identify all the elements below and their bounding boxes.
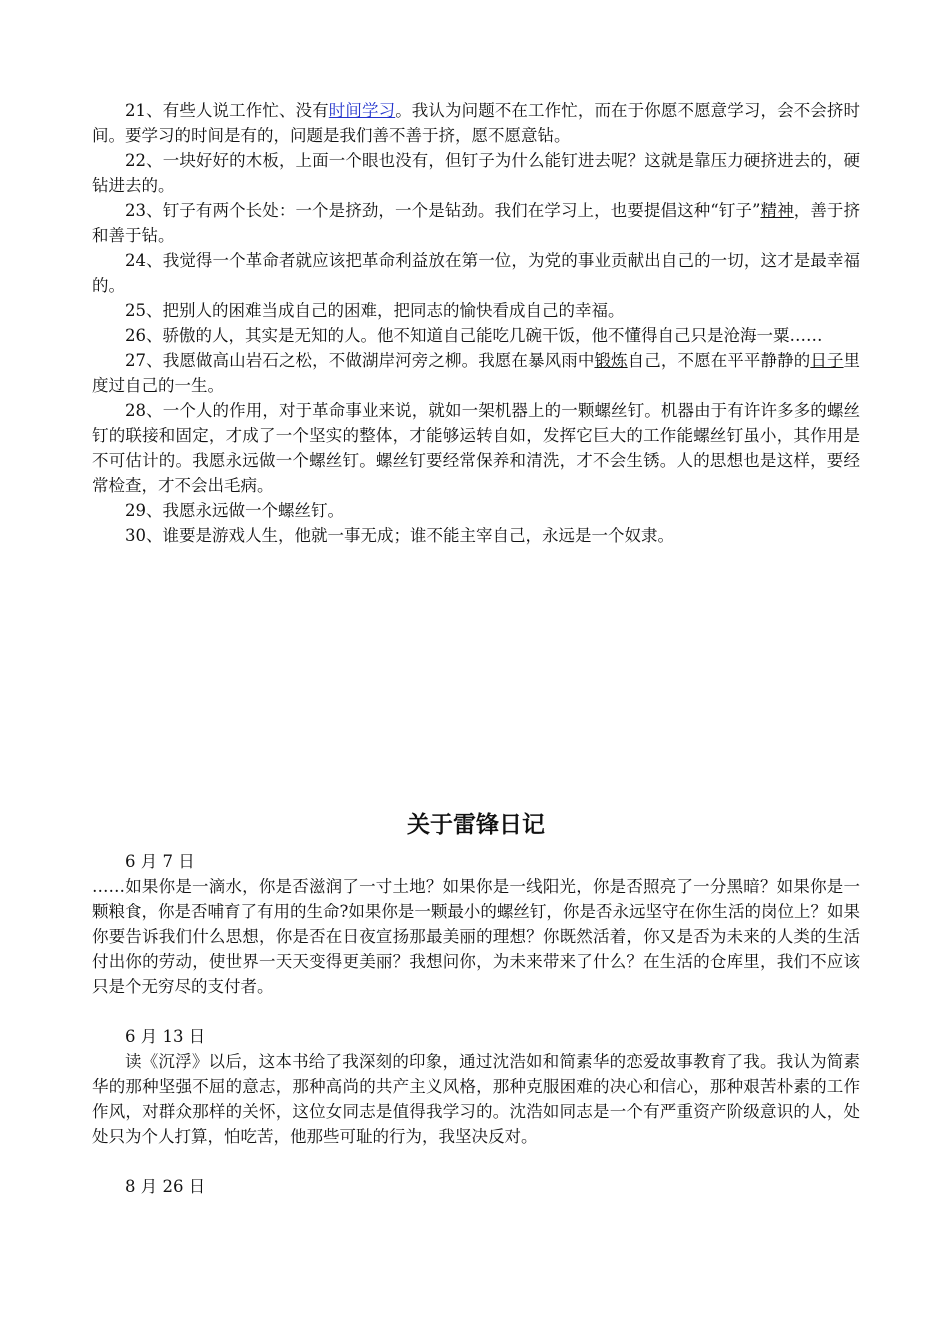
saying-text: ，善于挤和善于钻。: [92, 201, 860, 245]
saying-number: 28、: [125, 401, 163, 420]
saying-28: [92, 398, 860, 498]
temper-link[interactable]: 锻炼: [594, 351, 628, 370]
sayings-list: [92, 98, 860, 548]
days-link[interactable]: 日子: [810, 351, 844, 370]
saying-number: 29、: [125, 501, 163, 520]
saying-number: 21、: [125, 101, 163, 120]
saying-text: 谁要是游戏人生，他就一事无成；谁不能主宰自己，永远是一个奴隶。: [162, 526, 674, 545]
section-title: 关于雷锋日记: [407, 812, 545, 838]
saying-number: 24、: [125, 251, 163, 270]
spacer: [92, 1149, 860, 1174]
saying-text: 自己，不愿在平平静静的: [627, 351, 811, 370]
saying-number: 25、: [125, 301, 163, 320]
saying-number: 26、: [125, 326, 163, 345]
saying-26: [92, 323, 860, 348]
saying-text: 一个人的作用，对于革命事业来说，就如一架机器上的一颗螺丝钉。机器由于有许许多多的螺丝钉的联接和固定，才成了一个坚实的整体，才能够运转自如，发挥它巨大的工作能螺丝钉虽小，其作用是不可估计的。我愿永远做一个螺丝钉。螺丝钉要经常保养和清洗，才不会生锈。人的思想也是这样，要经常检查，才不会出毛病。: [92, 401, 861, 495]
saying-text: 有些人说工作忙、没有: [162, 101, 329, 120]
spacer: [92, 999, 860, 1024]
entry-text: 读《沉浮》以后，这本书给了我深刻的印象，通过沈浩如和简素华的恋爱故事教育了我。我认为简素华的那种坚强不屈的意志，那种高尚的共产主义风格，那种克服困难的决心和信心，那种艰苦朴素的工作作风，对群众那样的关怀，这位女同志是值得我学习的。沈浩如同志是一个有严重资产阶级意识的人，处处只为个人打算，怕吃苦，他那些可耻的行为，我坚决反对。: [92, 1052, 860, 1146]
saying-29: [92, 498, 860, 523]
spirit-link[interactable]: 精神: [760, 201, 794, 220]
entry-text: ……如果你是一滴水，你是否滋润了一寸土地？如果你是一线阳光，你是否照亮了一分黑暗？如果你是一颗粮食，你是否哺育了有用的生命?如果你是一颗最小的螺丝钉，你是否永远坚守在你生活的岗位上？如果你要告诉我们什么思想，你是否在日夜宣扬那最美丽的理想？你既然活着，你又是否为未来的人类的生活付出你的劳动，使世界一天天变得更美丽？我想问你，为未来带来了什么？在生活的仓库里，我们不应该只是个无穷尽的支付者。: [92, 877, 860, 996]
saying-24: [92, 248, 860, 298]
saying-number: 22、: [125, 151, 163, 170]
saying-number: 30、: [125, 526, 163, 545]
saying-22: [92, 148, 860, 198]
entry-date: 6 月 13 日: [125, 1027, 206, 1046]
saying-text: 钉子有两个长处：一个是挤劲，一个是钻劲。我们在学习上，也要提倡这种“钉子”: [162, 201, 761, 220]
saying-text: 我愿永远做一个螺丝钉。: [162, 501, 344, 520]
entry-date: 8 月 26 日: [125, 1177, 206, 1196]
saying-text: 我愿做高山岩石之松，不做湖岸河旁之柳。我愿在暴风雨中: [162, 351, 595, 370]
diary-entries: [92, 849, 860, 1199]
saying-30: [92, 523, 860, 548]
entry-date: 6 月 7 日: [125, 852, 195, 871]
saying-23: [92, 198, 860, 248]
saying-21: [92, 98, 860, 148]
saying-text: 我觉得一个革命者就应该把革命利益放在第一位，为党的事业贡献出自己的一切，这才是最幸福的。: [92, 251, 861, 295]
saying-number: 27、: [125, 351, 163, 370]
saying-number: 23、: [125, 201, 163, 220]
saying-text: 里度过自己的一生。: [92, 351, 861, 395]
saying-text: 把别人的困难当成自己的困难，把同志的愉快看成自己的幸福。: [162, 301, 625, 320]
saying-text: 骄傲的人，其实是无知的人。他不知道自己能吃几碗干饭，他不懂得自己只是沧海一粟……: [162, 326, 823, 345]
saying-25: [92, 298, 860, 323]
saying-text: 。我认为问题不在工作忙，而在于你愿不愿意学习，会不会挤时间。要学习的时间是有的，问题是我们善不善于挤，愿不愿意钻。: [92, 101, 861, 145]
saying-27: [92, 348, 860, 398]
time-study-link[interactable]: 时间学习: [328, 101, 396, 120]
saying-text: 一块好好的木板，上面一个眼也没有，但钉子为什么能钉进去呢？这就是靠压力硬挤进去的，硬钻进去的。: [92, 151, 861, 195]
